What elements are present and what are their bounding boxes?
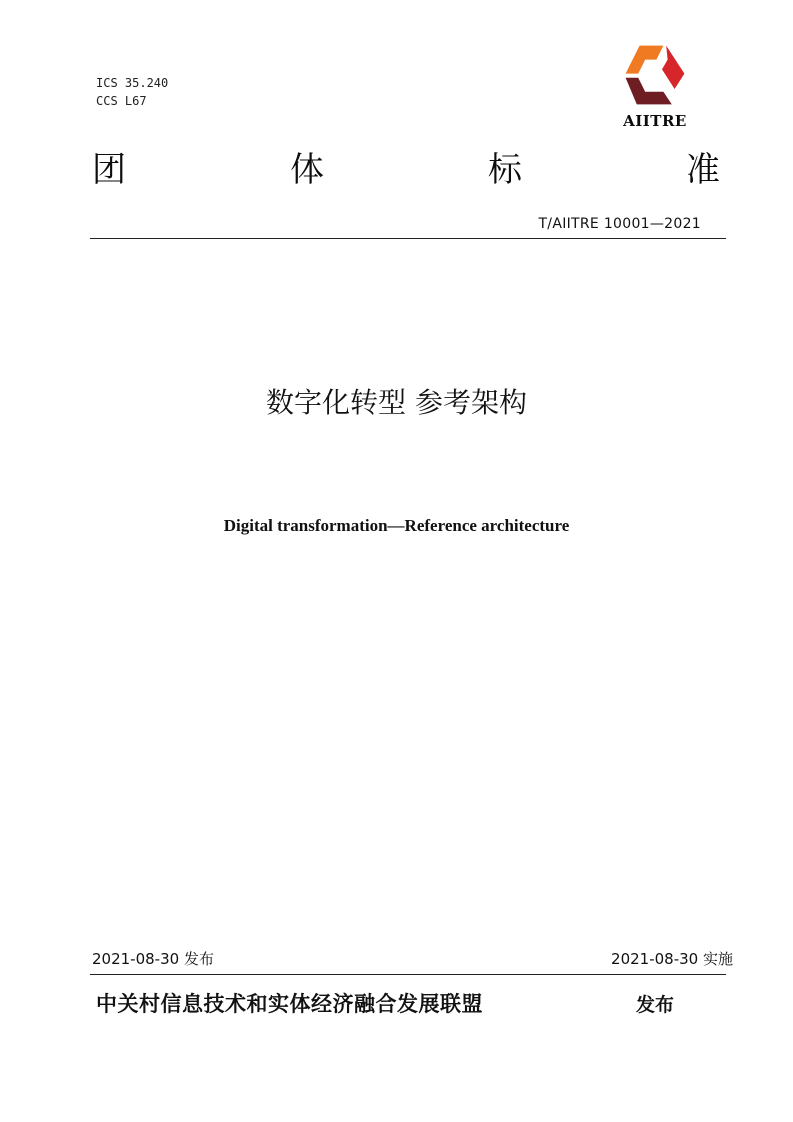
header-divider	[90, 238, 726, 239]
implementation-date: 2021-08-30 实施	[611, 950, 733, 968]
standard-type-char: 准	[686, 150, 720, 190]
standard-type-char: 团	[92, 150, 126, 190]
issue-date: 2021-08-30 发布	[92, 950, 214, 968]
logo-center-mark	[647, 68, 661, 76]
ics-code: ICS 35.240	[96, 76, 169, 90]
footer-divider	[90, 974, 726, 975]
logo-darkred-segment	[626, 78, 672, 105]
classification-codes	[96, 74, 168, 110]
standard-type-char: 标	[488, 150, 522, 190]
organization-logo	[610, 40, 700, 140]
document-title-english: Digital transformation—Reference architecture	[223, 516, 570, 535]
standard-type-heading	[92, 148, 720, 192]
publish-label: 发布	[636, 994, 675, 1016]
standard-type-char: 体	[290, 150, 324, 190]
document-title-chinese: 数字化转型 参考架构	[266, 386, 527, 419]
ccs-code: CCS L67	[96, 94, 147, 108]
standard-number: T/AIITRE 10001—2021	[538, 216, 701, 232]
logo-text: AIITRE	[623, 112, 687, 130]
logo-red-segment	[662, 46, 684, 89]
aiitre-logo-icon	[620, 40, 690, 110]
publisher-name: 中关村信息技术和实体经济融合发展联盟	[96, 992, 483, 1016]
